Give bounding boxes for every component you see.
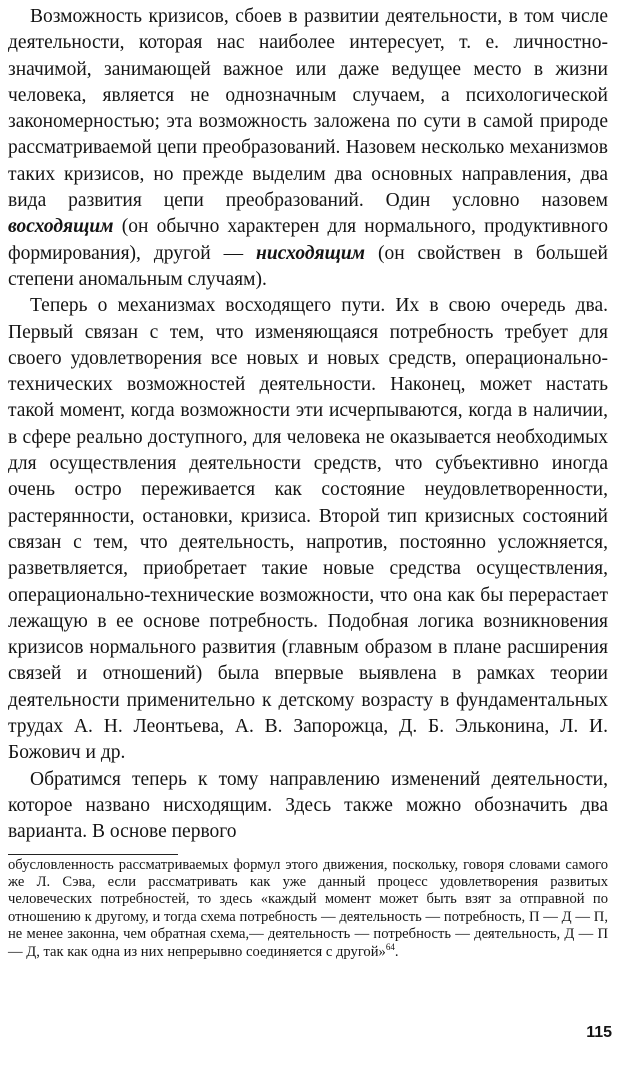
footnote-reference: 64 — [385, 941, 395, 952]
paragraph-3: Обратимся теперь к тому направлению изменений деятельности, которое названо нисходящим. Здесь также можно обозначить два варианта. В основе первого — [8, 768, 608, 843]
footnote-body: обусловленность рассматриваемых формул этого движения, поскольку, говоря словами самого же Л. Сэва, если рассматривать как уже данный процесс удовлетворения развитых человеческих потребностей, то здесь «каждый момент может быть взят за отправной по отношению к другому, и тогда схема потребность — деятельность — потребность, П — Д — П, не менее законна, чем обратная схема,— деятельность — потребность — деятельность, Д — П — Д, так как одна из них непрерывно соединяется с другой» — [8, 856, 608, 960]
footnote-end: . — [394, 943, 399, 960]
paragraph-1-part-2: (он обычно характерен для нормального, продуктивного формирования), другой — — [8, 216, 608, 264]
paragraph-1-part-1: Возможность кризисов, сбоев в развитии деятельности, в том числе деятельности, которая нас наиболее интересует, т. е. личностно-значимой, занимающей важное или даже ведущее место в жизни человека, является не однозначным случаем, а психологической закономерностью; эта возможность заложена по сути в самой природе рассматриваемой цепи преобразований. Назовем несколько механизмов таких кризисов, но прежде выделим два основных направления, два вида развития цепи преобразований. Один условно назовем — [8, 6, 608, 212]
term-ascending: восходящим — [8, 216, 114, 238]
page-number: 115 — [586, 1024, 612, 1041]
term-descending: нисходящим — [256, 242, 366, 264]
footnote-text — [8, 857, 608, 961]
book-page — [8, 4, 608, 961]
paragraph-1-part-3: (он свойствен в большей степени аномальным случаям). — [8, 242, 608, 290]
main-text — [8, 4, 608, 846]
paragraph-1 — [8, 4, 608, 293]
footnotes — [8, 857, 608, 961]
footnote-divider — [8, 854, 178, 855]
paragraph-2: Теперь о механизмах восходящего пути. Их в свою очередь два. Первый связан с тем, что изменяющаяся потребность требует для своего удовлетворения все новых и новых средств, операционально-технических возможностей деятельности. Наконец, может настать такой момент, когда возможности эти исчерпываются, когда в наличии, в сфере реально доступного, для человека не оказывается необходимых для осуществления деятельности средств, что субъективно иногда очень остро переживается как состояние неудовлетворенности, растерянности, остановки, кризиса. Второй тип кризисных состояний связан с тем, что деятельность, напротив, постоянно усложняется, разветвляется, приобретает такие новые средства осуществления, операционально-технические возможности, что она как бы перерастает лежащую в ее основе потребность. Подобная логика возникновения кризисов нормального развития (главным образом в плане расширения связей и отношений) была впервые выявлена в рамках теории деятельности применительно к детскому возрасту в фундаментальных трудах А. Н. Леонтьева, А. В. Запорожца, Д. Б. Эльконина, Л. И. Божович и др. — [8, 295, 608, 764]
